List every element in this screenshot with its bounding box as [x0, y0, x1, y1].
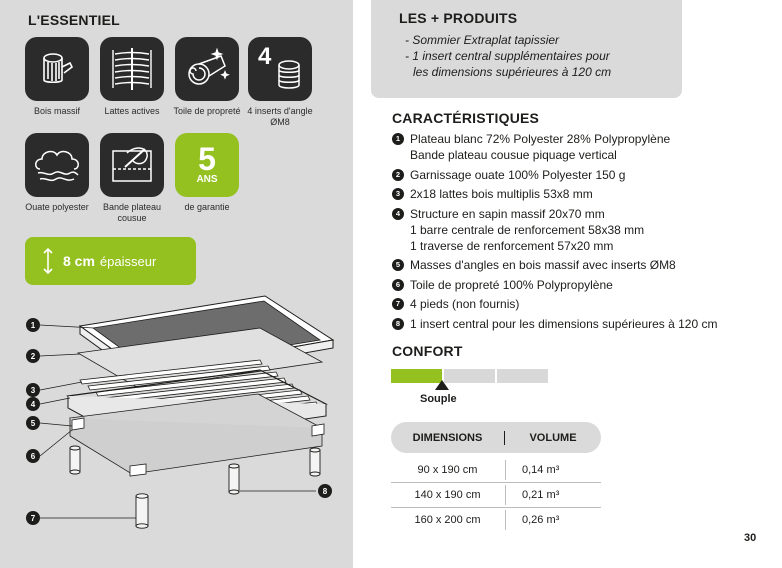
item-number: 5: [392, 259, 404, 271]
item-number: 2: [392, 169, 404, 181]
callout-5: 5: [26, 416, 40, 430]
feature-label: Ouate polyester: [25, 202, 89, 212]
characteristic-item: [392, 131, 772, 163]
comfort-level-label: Souple: [420, 393, 457, 405]
essentials-title: L'ESSENTIEL: [28, 12, 120, 28]
feature-warranty: [170, 133, 244, 213]
characteristic-item: [392, 206, 772, 254]
insert-count: 4: [258, 43, 272, 70]
exploded-diagram: [0, 268, 353, 568]
thickness-label: épaisseur: [99, 253, 157, 269]
highlight-line: - 1 insert central supplémentaires pour: [405, 49, 610, 63]
item-line: Toile de propreté 100% Polypropylène: [410, 277, 613, 292]
highlight-line: - Sommier Extraplat tapissier: [405, 33, 560, 47]
feature-polyester-padding: [20, 133, 94, 213]
comfort-title: CONFORT: [392, 343, 463, 359]
item-line: Garnissage ouate 100% Polyester 150 g: [410, 167, 626, 182]
characteristic-item: [392, 316, 772, 332]
corner-insert-icon: [248, 37, 312, 101]
dimension-cell: 140 x 190 cm: [414, 489, 481, 501]
callout-8: 8: [318, 484, 332, 498]
product-highlights-title: LES + PRODUITS: [399, 10, 518, 26]
feature-label: Lattes actives: [104, 106, 160, 116]
volume-cell: 0,14 m³: [522, 464, 560, 476]
characteristic-item: [392, 167, 772, 183]
feature-sewn-band: [95, 133, 169, 224]
essentials-panel: [0, 0, 353, 568]
characteristic-item: [392, 277, 772, 293]
callout-6: 6: [26, 449, 40, 463]
callout-2: 2: [26, 349, 40, 363]
characteristics-section: [392, 110, 772, 335]
item-number: 6: [392, 279, 404, 291]
slats-icon: [100, 37, 164, 101]
feature-label: Bande plateau cousue: [102, 202, 162, 223]
characteristic-item: [392, 257, 772, 273]
padding-icon: [25, 133, 89, 197]
item-line: 1 insert central pour les dimensions supérieures à 120 cm: [410, 316, 718, 331]
item-number: 7: [392, 298, 404, 310]
warranty-years: 5: [198, 141, 216, 177]
feature-solid-wood: [20, 37, 94, 117]
volume-column-header: VOLUME: [529, 431, 577, 444]
volume-cell: 0,26 m³: [522, 514, 560, 526]
item-line: 2x18 lattes bois multiplis 53x8 mm: [410, 187, 593, 201]
callout-4: 4: [26, 397, 40, 411]
item-number: 8: [392, 318, 404, 330]
warranty-unit: ANS: [196, 174, 218, 185]
characteristic-item: [392, 186, 772, 202]
characteristics-title: CARACTÉRISTIQUES: [392, 110, 540, 126]
table-row: [391, 458, 601, 482]
sewn-band-icon: [100, 133, 164, 197]
feature-label: de garantie: [184, 202, 230, 212]
comfort-marker-icon: [435, 380, 449, 390]
feature-corner-inserts: [243, 37, 317, 128]
item-line: Structure en sapin massif 20x70 mm: [410, 206, 605, 221]
feature-label: 4 inserts d'angle ØM8: [247, 106, 313, 127]
dimension-cell: 90 x 190 cm: [417, 464, 478, 476]
item-line: Plateau blanc 72% Polyester 28% Polypropylène: [410, 132, 671, 146]
item-line: 1 barre centrale de renforcement 58x38 mm: [410, 222, 645, 237]
feature-dust-cover: [170, 37, 244, 117]
comfort-segment: [497, 369, 548, 383]
comfort-scale: [391, 369, 550, 383]
page-number: 30: [744, 532, 757, 544]
callout-1: 1: [26, 318, 40, 332]
table-row: [391, 508, 601, 532]
item-line: Bande plateau cousue piquage vertical: [410, 148, 617, 162]
product-highlights: [371, 0, 682, 98]
callout-3: 3: [26, 383, 40, 397]
item-line: Masses d'angles en bois massif avec inserts ØM8: [410, 258, 676, 272]
item-number: 3: [392, 188, 404, 200]
thickness-value: 8 cm: [63, 253, 95, 269]
feature-label: Bois massif: [33, 106, 80, 116]
comfort-segment: [444, 369, 495, 383]
feature-label: Toile de propreté: [173, 106, 241, 116]
characteristic-item: [392, 296, 772, 312]
item-line: 1 traverse de renforcement 57x20 mm: [410, 238, 614, 253]
volume-cell: 0,21 m³: [522, 489, 560, 501]
dimension-cell: 160 x 200 cm: [414, 514, 481, 526]
dimensions-column-header: DIMENSIONS: [412, 431, 483, 444]
item-number: 1: [392, 133, 404, 145]
feature-active-slats: [95, 37, 169, 117]
highlight-line: les dimensions supérieures à 120 cm: [413, 65, 612, 79]
wood-log-icon: [25, 37, 89, 101]
callout-7: 7: [26, 511, 40, 525]
dimensions-table-header: [391, 422, 601, 453]
fabric-roll-icon: [175, 37, 239, 101]
warranty-icon: [175, 133, 239, 197]
item-number: 4: [392, 208, 404, 220]
table-row: [391, 483, 601, 507]
item-line: 4 pieds (non fournis): [410, 297, 520, 311]
